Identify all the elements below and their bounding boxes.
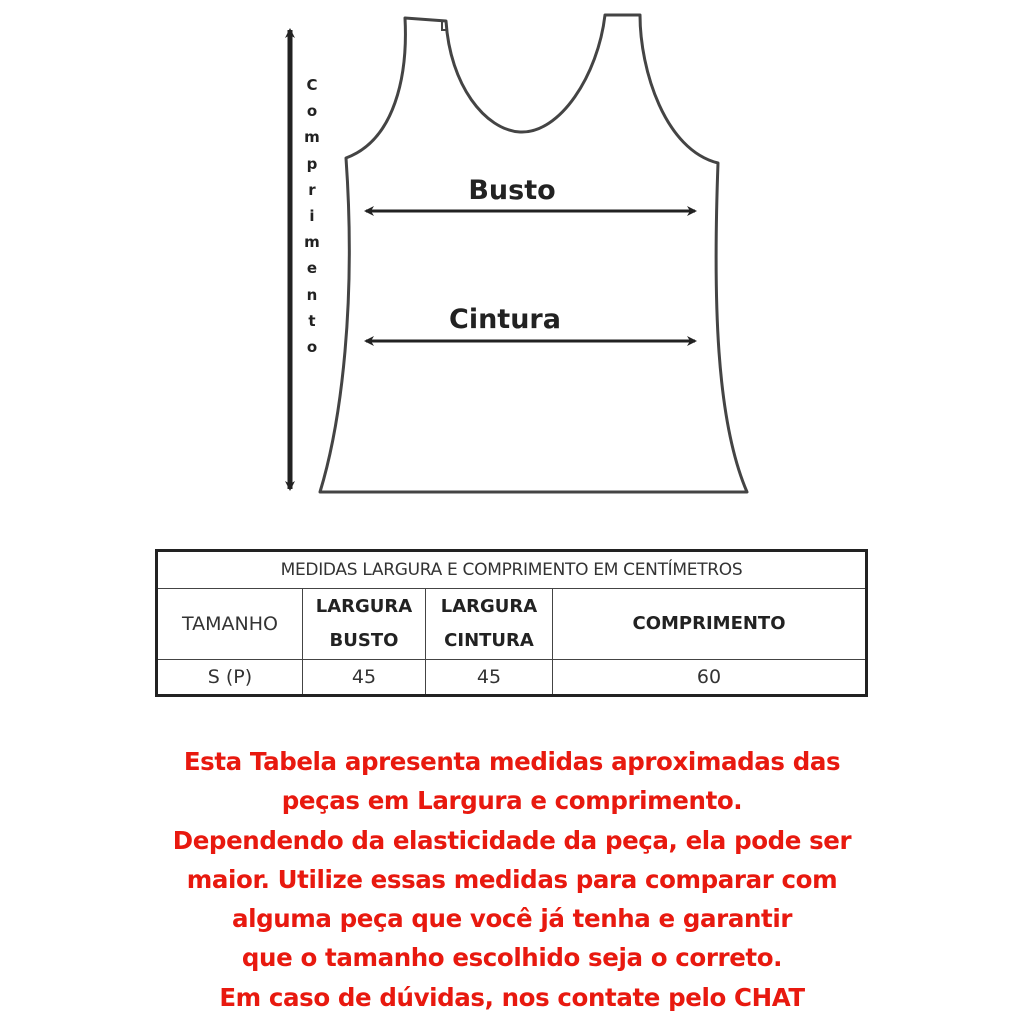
- cell-length: 60: [553, 660, 867, 696]
- bust-label: Busto: [468, 175, 556, 206]
- header-waist-line2: CINTURA: [444, 630, 534, 651]
- table-title: MEDIDAS LARGURA E COMPRIMENTO EM CENTÍMETROS: [157, 551, 867, 589]
- length-label-letter: o: [306, 337, 318, 356]
- length-label-letter: t: [308, 311, 316, 330]
- length-label-letter: C: [306, 76, 318, 94]
- notice-line: Dependendo da elasticidade da peça, ela pode ser: [172, 825, 852, 855]
- size-table: [155, 549, 868, 697]
- length-label-letter: e: [306, 259, 318, 278]
- length-label-letter: n: [306, 285, 318, 304]
- notice-line: maior. Utilize essas medidas para comparar com: [186, 864, 838, 894]
- length-label: [300, 72, 324, 360]
- header-bust-line1: LARGURA: [315, 596, 413, 617]
- notice-line: peças em Largura e comprimento.: [281, 786, 743, 816]
- table-header-row: [157, 589, 867, 660]
- size-notice: [112, 742, 912, 1017]
- length-label-letter: p: [306, 154, 318, 173]
- notice-line: Esta Tabela apresenta medidas aproximadas das: [183, 747, 841, 776]
- length-label-letter: m: [304, 233, 320, 252]
- notice-line: Em caso de dúvidas, nos contate pelo CHAT: [219, 982, 805, 1012]
- header-length: COMPRIMENTO: [553, 589, 867, 660]
- tank-top-outline: [320, 15, 747, 492]
- length-label-letter: m: [304, 128, 320, 147]
- cell-bust: 45: [303, 660, 426, 696]
- cell-size: S (P): [157, 660, 303, 696]
- table-row: [157, 660, 867, 696]
- notice-line: que o tamanho escolhido seja o correto.: [241, 943, 783, 973]
- cell-waist: 45: [426, 660, 553, 696]
- header-bust-line2: BUSTO: [329, 630, 399, 651]
- length-label-letter: i: [309, 206, 315, 225]
- length-label-letter: r: [308, 180, 316, 199]
- header-waist: [426, 589, 553, 660]
- header-waist-line1: LARGURA: [440, 596, 538, 617]
- header-size: TAMANHO: [157, 589, 303, 660]
- waist-label: Cintura: [449, 304, 561, 335]
- notice-line: alguma peça que você já tenha e garantir: [231, 904, 793, 934]
- length-label-letter: o: [306, 102, 318, 121]
- table-title-row: [157, 551, 867, 589]
- header-bust: [303, 589, 426, 660]
